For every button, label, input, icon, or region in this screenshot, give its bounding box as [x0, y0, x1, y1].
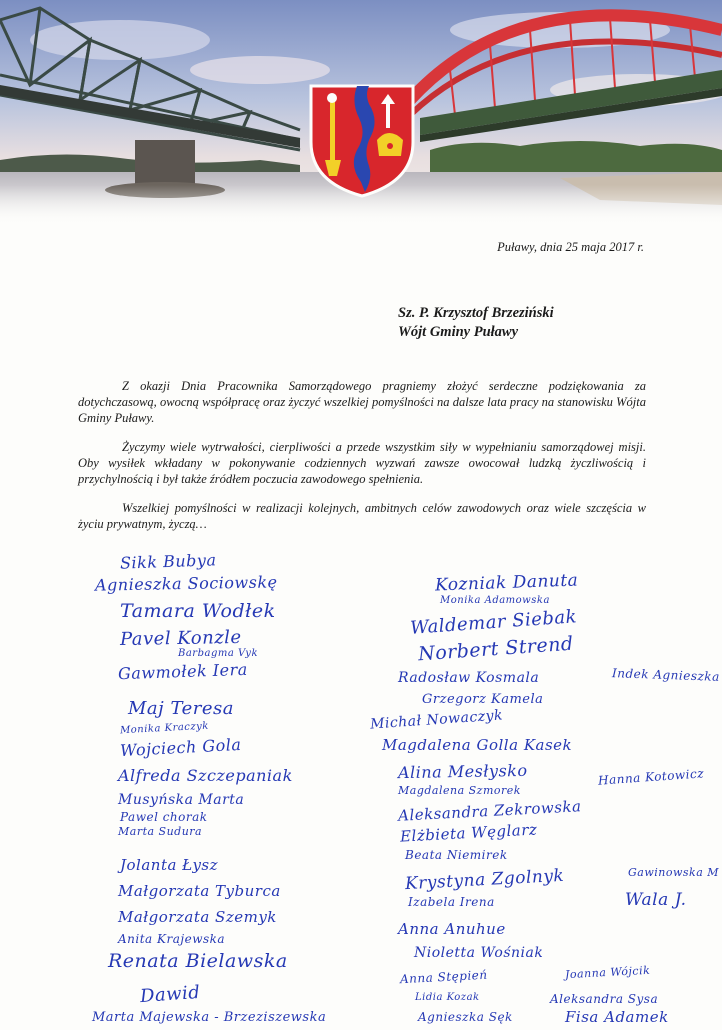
signature: Anna Anuhue: [398, 920, 506, 938]
letter-body: [78, 378, 646, 545]
addressee-title: Wójt Gminy Puławy: [398, 324, 519, 340]
signature: Fisa Adamek: [565, 1008, 669, 1026]
signature: Lidia Kozak: [415, 992, 480, 1003]
signature: Grzegorz Kamela: [422, 692, 544, 707]
letter-paragraph: Życzymy wiele wytrwałości, cierpliwości a przede wszystkim siły w wypełnianiu samorządowej misji. Oby wysiłek wkładany w pokonywanie codziennych wyzwań zawsze owocował ludzką życzliwością i przychylnością i był także źródłem poczucia zawodowego spełnienia.: [78, 440, 646, 486]
signature: Alfreda Szczepaniak: [118, 766, 293, 785]
signature: Alina Mesłysko: [397, 760, 528, 783]
signature: Izabela Irena: [408, 895, 495, 909]
signature: Beata Niemirek: [405, 848, 508, 862]
signature: Monika Kraczyk: [119, 720, 210, 737]
signature: Sikk Bubya: [119, 550, 217, 573]
signature: Wojciech Gola: [119, 734, 242, 761]
signature: Tamara Wodłek: [120, 600, 276, 622]
place-date: Puławy, dnia 25 maja 2017 r.: [497, 240, 644, 254]
signature: Gawinowska M: [628, 866, 720, 879]
signature: Nioletta Wośniak: [414, 945, 544, 961]
signature: Agnieszka Sociowskę: [94, 572, 278, 595]
signature: Krystyna Zgolnyk: [404, 865, 565, 895]
signature: Barbagma Vyk: [178, 648, 259, 659]
signature: Elżbieta Węglarz: [399, 820, 538, 846]
signature: Marta Majewska - Brzeziszewska: [92, 1010, 327, 1025]
addressee-block: [398, 304, 698, 342]
signature: Indek Agnieszka: [611, 666, 720, 684]
signature: Magdalena Golla Kasek: [382, 736, 573, 754]
signature: Hanna Kotowicz: [597, 766, 705, 788]
letter-paragraph: Z okazji Dnia Pracownika Samorządowego pragniemy złożyć serdeczne podziękowania za dotychczasową, owocną współpracę oraz życzyć wszelkiej pomyślności na dalsze lata pracy na stanowisku Wójta Gminy Puławy.: [78, 379, 646, 425]
signature: Małgorzata Tyburca: [118, 882, 281, 900]
signature: Pavel Konzle: [119, 626, 242, 651]
signature: Małgorzata Szemyk: [118, 908, 277, 926]
signature: Renata Bielawska: [108, 950, 288, 972]
signature: Kozniak Danuta: [434, 570, 579, 596]
signature: Dawid: [139, 981, 202, 1008]
signature: Waldemar Siebak: [409, 606, 578, 639]
header-banner: [0, 0, 722, 225]
signature: Norbert Strend: [417, 632, 575, 666]
letter-paragraph: Wszelkiej pomyślności w realizacji kolejnych, ambitnych celów zawodowych oraz wiele szczęścia w życiu prywatnym, życzą…: [78, 501, 646, 531]
signature: Jolanta Łysz: [120, 856, 219, 874]
signature: Marta Sudura: [118, 825, 203, 838]
signature: Wala J.: [625, 890, 687, 910]
signature: Radosław Kosmala: [398, 670, 540, 686]
signature: Monika Adamowska: [440, 595, 550, 606]
signature: Maj Teresa: [128, 698, 234, 719]
signature: Anita Krajewska: [118, 932, 226, 946]
addressee-name: Sz. P. Krzysztof Brzeziński: [398, 305, 554, 321]
signature: Magdalena Szmorek: [398, 784, 521, 797]
signature: Agnieszka Sęk: [418, 1010, 513, 1024]
coat-of-arms-icon: [307, 82, 417, 200]
signature: Pawel chorak: [120, 810, 208, 824]
signature: Joanna Wójcik: [564, 963, 651, 982]
signature: Aleksandra Zekrowska: [397, 797, 582, 825]
signature: Aleksandra Sysa: [550, 992, 659, 1006]
signatures-area: [0, 540, 722, 1030]
signature: Gawmołek Iera: [117, 659, 249, 684]
signature: Anna Stępień: [399, 967, 488, 987]
signature: Musyńska Marta: [118, 792, 245, 808]
signature: Michał Nowaczyk: [369, 707, 504, 733]
